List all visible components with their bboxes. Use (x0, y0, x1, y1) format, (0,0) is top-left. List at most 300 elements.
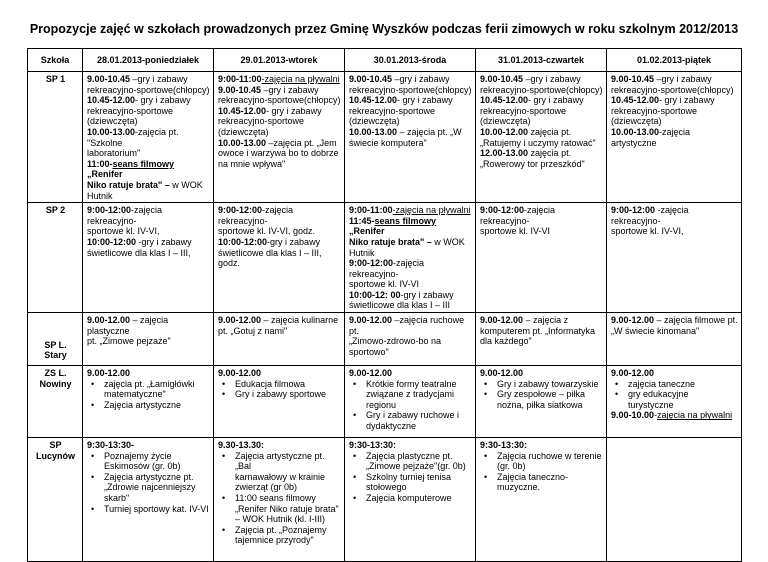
activity-line: • zajęcia taneczne (628, 378, 696, 389)
activity-line: stołowego (366, 482, 407, 493)
activity-line (480, 205, 603, 226)
activity-list-item (87, 504, 210, 515)
activity-text: sportowe kl. IV-VI (349, 279, 420, 290)
activity-list (349, 451, 472, 504)
activity-text: 9.00-10.45 (349, 74, 393, 84)
activity-line (87, 180, 210, 191)
activity-text: w WOK (172, 179, 203, 190)
activity-text: Niko ratuje brata" – (87, 179, 173, 190)
activity-text: pt. „Gotuj z nami" (218, 325, 288, 336)
activity-text: -gry i zabawy (267, 236, 321, 247)
activity-text: sportowe kl. IV-VI, (87, 226, 160, 237)
activity-list-item (349, 410, 472, 431)
activity-line (611, 95, 738, 106)
header-row (28, 49, 742, 72)
schedule-row (28, 72, 742, 203)
activity-list (480, 379, 603, 411)
activity-list (218, 451, 341, 546)
header-school: Szkoła (28, 49, 83, 72)
activity-list (480, 451, 603, 493)
activity-line (87, 159, 210, 180)
activity-text: - gry i zabawy (659, 95, 715, 106)
activity-cell (83, 313, 214, 366)
activity-line (218, 106, 341, 117)
activity-line: • Edukacja filmowa (235, 378, 306, 389)
activity-text: –zajęcia pt. „Jem (266, 137, 337, 148)
activity-list-item (87, 451, 210, 472)
school-name-line: SP L. Stary (44, 339, 67, 361)
activity-line (218, 326, 341, 337)
activity-line (218, 159, 341, 170)
activity-text: – zajęcia filmowe pt. (654, 315, 738, 326)
activity-line (480, 106, 603, 117)
school-name-line: SP 1 (45, 74, 66, 84)
activity-text: rekreacyjno-sportowe(chłopcy) (611, 84, 734, 95)
activity-text: „Renifer (349, 226, 385, 237)
activity-text: rekreacyjno-sportowe (480, 105, 567, 116)
activity-line (349, 127, 472, 138)
activity-text: laboratorium" (87, 148, 141, 159)
activity-line (87, 85, 210, 96)
activity-text: 10:00-12:00 (218, 236, 268, 247)
activity-line (349, 258, 472, 279)
activity-cell (345, 72, 476, 203)
activity-text: - gry i zabawy (135, 95, 191, 106)
header-day: 01.02.2013-piątek (607, 49, 742, 72)
activity-list-item (349, 493, 472, 504)
activity-line: turystyczne (628, 399, 674, 410)
activity-line (87, 205, 210, 226)
activity-line (218, 74, 341, 85)
activity-text: – zajęcia pt. „W (397, 126, 462, 137)
activity-list-item (87, 472, 210, 504)
activity-cell (476, 366, 607, 438)
activity-list (611, 379, 738, 411)
activity-line: Eskimosów (gr. 0b) (104, 461, 181, 472)
activity-text: 9.00-10.45 (480, 74, 524, 84)
activity-line (218, 237, 341, 248)
activity-text: rekreacyjno-sportowe(chłopcy) (480, 84, 603, 95)
activity-text: świecie komputera" (349, 137, 427, 148)
header-day: 30.01.2013-środa (345, 49, 476, 72)
activity-line (611, 315, 738, 326)
activity-text: rekreacyjno-sportowe(chłopcy) (349, 84, 472, 95)
activity-list-item (480, 451, 603, 472)
activity-text: świetlicowe dla klas I – III, (87, 247, 191, 258)
activity-line (349, 300, 472, 311)
activity-line (480, 315, 603, 326)
activity-line: • Turniej sportowy kat. IV-VI (104, 503, 209, 514)
activity-text: „Renifer (87, 169, 123, 180)
activity-text: -zajęcia rekreacyjno- (480, 205, 556, 226)
activity-line: • Gry i zabawy towarzyskie (497, 378, 599, 389)
activity-text: 10.00-13.00 (349, 126, 398, 137)
activity-line: dydaktyczne (366, 421, 417, 432)
activity-line (87, 95, 210, 106)
activity-list-item (87, 379, 210, 400)
schedule-row (28, 313, 742, 366)
activity-text: „W świecie kinomana" (611, 325, 700, 336)
activity-text: -gry i zabawy (400, 289, 454, 300)
activity-time: 9.00-10.00 (611, 410, 655, 421)
activity-cell (476, 72, 607, 203)
activity-line (480, 159, 603, 170)
activity-list-item (87, 400, 210, 411)
activity-line: regionu (366, 399, 397, 410)
activity-line: matematyczne" (104, 389, 166, 400)
activity-line (218, 148, 341, 159)
activity-text: – zajęcia z (523, 315, 569, 326)
activity-text: 9:00-12:00 (218, 205, 263, 216)
activity-line (87, 336, 210, 347)
activity-text: rekreacyjno-sportowe (218, 116, 305, 127)
activity-list-item (218, 389, 341, 400)
activity-list-item (349, 472, 472, 493)
activity-list (87, 379, 210, 411)
activity-text: 10.45-12.00 (218, 105, 267, 116)
activity-line (349, 248, 472, 259)
activity-line (349, 95, 472, 106)
activity-list (218, 379, 341, 400)
school-name (28, 313, 83, 366)
activity-line: • gry edukacyjne (628, 389, 689, 400)
activity-text: zajęcia pt. (528, 148, 572, 159)
activity-text: rekreacyjno-sportowe (611, 105, 698, 116)
activity-text: 9.00-12.00 (349, 315, 393, 326)
activity-line: „Zimowe pejzaże"(gr. 0b) (366, 461, 466, 472)
activity-line (87, 191, 210, 202)
activity-line (349, 279, 472, 290)
activity-text: –gry i zabawy (523, 74, 581, 84)
activity-list-item (480, 472, 603, 493)
activity-text: - (654, 410, 658, 421)
school-name-line: SP (49, 440, 62, 451)
activity-text: 11:00- (87, 158, 113, 169)
activity-text: 9:00-12:00 (349, 258, 394, 269)
activity-text: 10.45-12.00 (480, 95, 529, 106)
activity-line (480, 336, 603, 347)
activity-line (349, 205, 472, 216)
activity-line (480, 148, 603, 159)
activity-line (611, 410, 738, 421)
activity-line (349, 85, 472, 96)
school-name (28, 203, 83, 313)
activity-line: „Zdrowie najcenniejszy (104, 482, 196, 493)
activity-text: na mnie wpływa" (218, 158, 286, 169)
activity-text: Niko ratuje brata" – (349, 236, 435, 247)
activity-line: • Zajęcia pt. „Poznajemy (235, 524, 327, 535)
activity-text: – zajęcia kulinarne (261, 315, 339, 326)
activity-text: sportowo" (349, 346, 389, 357)
activity-list-item (349, 379, 472, 411)
activity-text: -gry i zabawy (136, 236, 192, 247)
activity-text: 10.00-13.00 (611, 126, 660, 137)
activity-text: -zajęcia rekreacyjno- (218, 205, 294, 226)
activity-text: 9:00-12:00 (611, 205, 656, 216)
activity-line (480, 116, 603, 127)
schedule-table (27, 48, 742, 562)
activity-text: - gry i zabawy (397, 95, 453, 106)
activity-text: Hutnik (349, 247, 375, 258)
activity-line (218, 248, 341, 269)
activity-text: „Rowerowy tor przeszkód" (480, 158, 585, 169)
activity-text: 10.00-13.00 (218, 137, 267, 148)
activity-time: 9.00-12.00 (218, 368, 262, 379)
activity-line (611, 106, 738, 117)
activity-line: • Zajęcia artystyczne pt. „Bal (235, 450, 325, 472)
activity-line (218, 315, 341, 326)
activity-list-item (480, 379, 603, 390)
school-name (28, 366, 83, 438)
activity-text: 9.00-12.00 (87, 315, 131, 326)
activity-cell (607, 366, 742, 438)
activity-line (218, 138, 341, 149)
activity-text: w WOK (434, 236, 465, 247)
activity-text: „Ratujemy i uczymy ratować" (480, 137, 596, 148)
activity-line (480, 74, 603, 85)
activity-line (218, 226, 341, 237)
activity-line (349, 290, 472, 301)
activity-text: - gry i zabawy (266, 105, 322, 116)
activity-line (480, 226, 603, 237)
activity-text: 12.00-13.00 (480, 148, 529, 159)
activity-time: 9:30-13:30: (480, 440, 528, 451)
activity-line: • Krótkie formy teatralne (366, 378, 457, 389)
header-day: 29.01.2013-wtorek (214, 49, 345, 72)
activity-text: owoce i warzywa bo to dobrze (218, 148, 339, 159)
activity-line (349, 347, 472, 358)
activity-text: sportowe kl. IV-VI, godz. (218, 226, 316, 237)
activity-line: • Zajęcia taneczno-muzyczne. (497, 471, 569, 493)
activity-line: skarb" (104, 493, 130, 504)
activity-text: „Zimowo-zdrowo-bo na (349, 336, 442, 347)
activity-line: • Zajęcia ruchowe w terenie (497, 450, 602, 461)
school-name-line: ZS L. (44, 368, 67, 379)
activity-text: –gry i zabawy (261, 84, 319, 95)
activity-cell (214, 366, 345, 438)
activity-line (87, 74, 210, 85)
activity-line (87, 237, 210, 248)
activity-text: – zajęcia plastyczne (87, 315, 169, 336)
activity-list (87, 451, 210, 515)
activity-link-text: -zajęcia na pływalni (392, 205, 471, 216)
activity-cell (607, 203, 742, 313)
activity-line (349, 116, 472, 127)
activity-text: -zajęcia pt. "Szkolne (87, 126, 179, 148)
activity-cell (214, 313, 345, 366)
activity-time: 9.30-13.30: (218, 440, 265, 451)
activity-line (349, 106, 472, 117)
activity-list-item (611, 389, 689, 410)
activity-text: 9:00-12:00 (87, 205, 132, 216)
activity-line (349, 315, 472, 336)
activity-line: • Poznajemy życie (104, 450, 172, 461)
activity-line (611, 74, 738, 85)
activity-cell (83, 203, 214, 313)
header-day: 28.01.2013-poniedziałek (83, 49, 214, 72)
activity-list-item (218, 451, 341, 493)
activity-cell (607, 313, 742, 366)
activity-line: • 11:00 seans filmowy (235, 493, 316, 504)
activity-text: 9.00-12.00 (218, 315, 262, 326)
activity-text: 11:45- (349, 215, 375, 226)
activity-line (480, 326, 603, 337)
activity-cell (345, 203, 476, 313)
activity-cell (345, 313, 476, 366)
activity-time: 9:30-13:30- (87, 440, 135, 451)
activity-text: 9.00-12.00 (480, 315, 524, 326)
activity-line (611, 326, 738, 337)
activity-line: (gr. 0b) (497, 461, 526, 472)
activity-line (349, 216, 472, 237)
activity-line (218, 116, 341, 127)
school-name-line: Nowiny (39, 378, 72, 389)
activity-text: (dziewczęta) (87, 116, 138, 127)
activity-text: - gry i zabawy (528, 95, 584, 106)
activity-text: 10.45-12.00 (87, 95, 136, 106)
activity-list-item (218, 379, 341, 390)
activity-time: 9.00-12.00 (349, 368, 393, 379)
activity-line: • Szkolny turniej tenisa (366, 471, 452, 482)
activity-text: -zajęcia rekreacyjno- (611, 205, 689, 226)
activity-line (480, 95, 603, 106)
activity-line (87, 226, 210, 237)
activity-text: –gry i zabawy (654, 74, 712, 84)
activity-text: 9.00-12.00 (611, 315, 655, 326)
activity-cell (476, 203, 607, 313)
activity-line (349, 237, 472, 248)
activity-text: 9:00-12:00 (480, 205, 525, 216)
activity-time: 9:30-13:30: (349, 440, 397, 451)
activity-link-text: zajęcia na pływalni (657, 410, 733, 421)
activity-line: • Zajęcia artystyczne pt. (104, 471, 194, 482)
activity-line (611, 116, 738, 127)
activity-link-text: -zajęcia na pływalni (261, 74, 340, 84)
activity-time: 9.00-12.00 (611, 368, 655, 379)
activity-text: (dziewczęta) (480, 116, 531, 127)
activity-text: –zajęcia ruchowe pt. (349, 315, 465, 336)
activity-cell (214, 72, 345, 203)
activity-text: -zajęcia rekreacyjno- (87, 205, 163, 226)
activity-text: rekreacyjno-sportowe (87, 105, 174, 116)
activity-line: związane z tradycjami (366, 389, 455, 400)
activity-link-text: seans filmowy (112, 158, 175, 169)
activity-text: rekreacyjno-sportowe(chłopcy) (87, 84, 210, 95)
activity-line: nożna, piłka siatkowa (497, 399, 583, 410)
activity-line (349, 138, 472, 149)
activity-text: sportowe kl. IV-VI (480, 226, 551, 237)
activity-text: –gry i zabawy (130, 74, 188, 84)
activity-text: sportowe kl. IV-VI, (611, 226, 684, 237)
activity-line: zwierząt (gr 0b) (235, 482, 298, 493)
activity-line (611, 85, 738, 96)
activity-line: • Gry i zabawy sportowe (235, 389, 327, 400)
activity-line (218, 205, 341, 226)
activity-text: 10:00-12: 00 (349, 289, 401, 300)
activity-line (87, 148, 210, 159)
activity-text: 9:00-11:00 (218, 74, 262, 84)
school-name (28, 72, 83, 203)
activity-line (87, 127, 210, 148)
activity-line: „Renifer Niko ratuje brata" (235, 503, 339, 514)
activity-cell (476, 313, 607, 366)
school-name-line: SP 2 (45, 205, 66, 216)
activity-text: dla każdego" (480, 336, 532, 347)
activity-text: (dziewczęta) (349, 116, 400, 127)
activity-text: pt. „Zimowe pejzaże" (87, 336, 171, 347)
activity-text: -zajęcia rekreacyjno- (349, 258, 425, 279)
school-name-line: Lucynów (35, 450, 75, 461)
schedule-row (28, 366, 742, 438)
activity-text: 9.00-10.45 (611, 74, 655, 84)
activity-cell (345, 366, 476, 438)
activity-line: • Zajęcia plastyczne pt. (366, 450, 453, 461)
activity-line: • Gry i zabawy ruchowe i (366, 410, 460, 421)
activity-list-item (480, 389, 603, 410)
activity-line (349, 74, 472, 85)
activity-line (218, 127, 341, 138)
activity-line (480, 85, 603, 96)
activity-line: – WOK Hutnik (kl. I-III) (235, 514, 326, 525)
document-title: Propozycje zajęć w szkołach prowadzonych przez Gminę Wyszków podczas ferii zimowych w roku szkolnym 2012/2013 (29, 22, 739, 36)
activity-text: 10:00-12:00 (87, 236, 137, 247)
activity-line (87, 106, 210, 117)
activity-text: świetlicowe dla klas I – III, godz. (218, 247, 322, 269)
activity-text: (dziewczęta) (611, 116, 662, 127)
header-day: 31.01.2013-czwartek (476, 49, 607, 72)
activity-text: komputerem pt. „Informatyka (480, 325, 596, 336)
activity-text: 9.00-10.45 (87, 74, 131, 84)
activity-cell (83, 366, 214, 438)
activity-text: –gry i zabawy (392, 74, 450, 84)
schedule-row (28, 203, 742, 313)
activity-text: -zajęcia artystyczne (611, 126, 691, 148)
activity-line (87, 116, 210, 127)
activity-line (611, 205, 738, 226)
activity-line (480, 127, 603, 138)
activity-line: • Zajęcia artystyczne (104, 399, 182, 410)
activity-text: (dziewczęta) (218, 126, 269, 137)
activity-text: 9.00-10.45 (218, 84, 262, 95)
activity-cell (83, 72, 214, 203)
activity-text: 9:00-11:00 (349, 205, 393, 216)
activity-line (480, 138, 603, 149)
activity-line: karnawałowy w krainie (235, 471, 326, 482)
activity-line (87, 248, 210, 259)
activity-link-text: seans filmowy (374, 215, 437, 226)
activity-text: 10.45-12.00 (349, 95, 398, 106)
activity-line (218, 95, 341, 106)
activity-line: • Gry zespołowe – piłka (497, 389, 586, 400)
activity-line: tajemnice przyrody" (235, 535, 314, 546)
activity-line (349, 336, 472, 347)
activity-text: zajęcia pt. (528, 126, 572, 137)
activity-list-item (611, 379, 695, 390)
activity-cell (607, 72, 742, 203)
activity-line: • zajęcia pt. „Łamigłówki (104, 378, 195, 389)
activity-text: 10.00-12.00 (480, 126, 529, 137)
activity-list-item (349, 451, 472, 472)
activity-list (349, 379, 472, 432)
activity-time: 9.00-12.00 (480, 368, 524, 379)
activity-line: • Zajęcia komputerowe (366, 493, 452, 504)
activity-line (87, 315, 210, 336)
activity-text: świetlicowe dla klas I – III (349, 300, 451, 311)
activity-text: rekreacyjno-sportowe (349, 105, 436, 116)
activity-time: 9.00-12.00 (87, 368, 131, 379)
activity-cell (214, 203, 345, 313)
activity-text: 10.00-13.00 (87, 126, 136, 137)
